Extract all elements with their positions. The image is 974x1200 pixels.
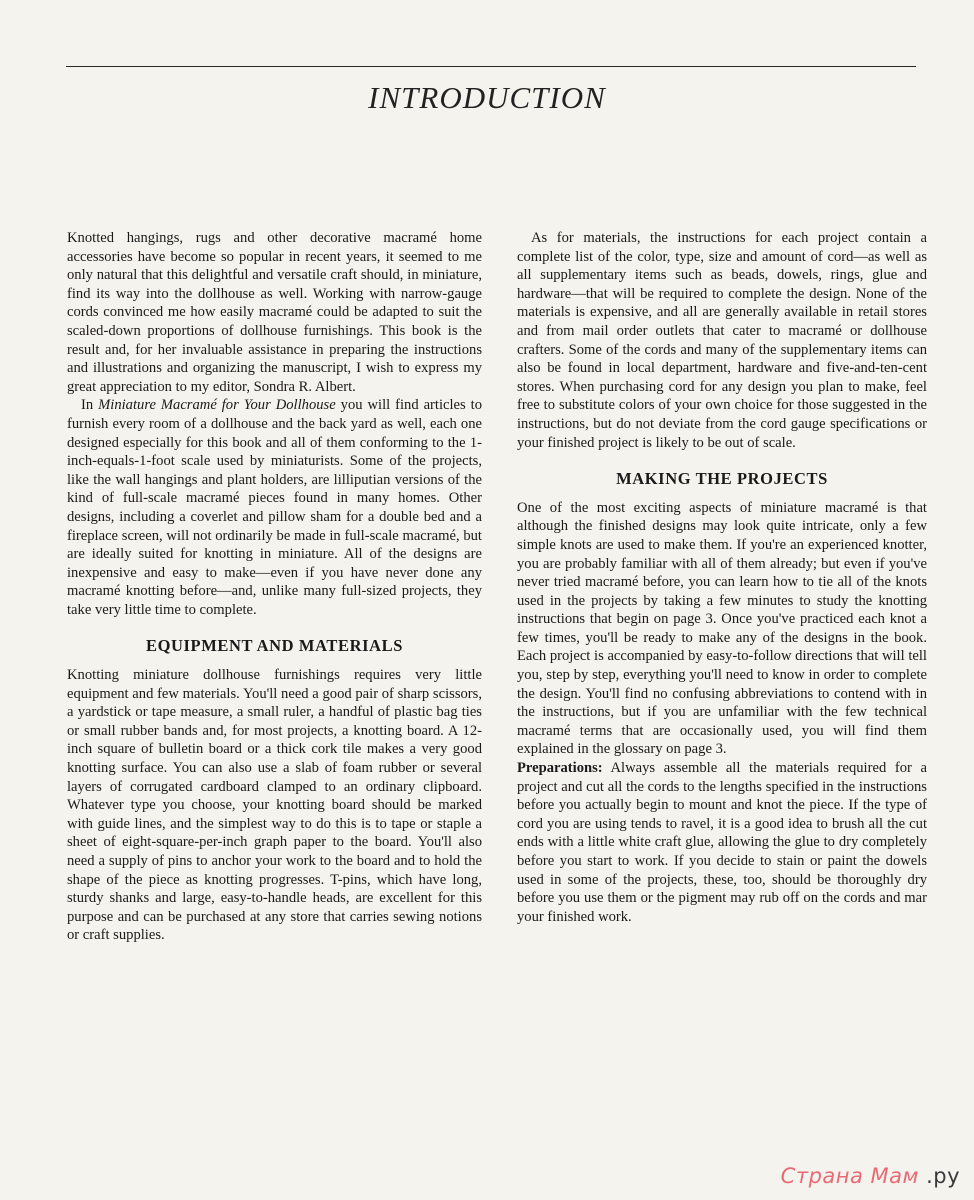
left-column	[67, 229, 482, 945]
equipment-paragraph: Knotting miniature dollhouse furnishings requires very little equipment and few materials. You'll need a good pair of sharp scissors, a yardstick or tape measure, a small ruler, a handful of plastic bag ties or small rubber bands and, for most projects, a knotting board. A 12-inch square of bulletin board or a thick cork tile makes a very good knotting surface. You can also use a slab of foam rubber or several layers of corrugated cardboard clamped to an ordinary clipboard. Whatever type you choose, your knotting board should be marked with guide lines, and the simplest way to do this is to tape or staple a sheet of eight-square-per-inch graph paper to the board. You'll also need a supply of pins to anchor your work to the board and to hold the shape of the piece as knotting progresses. T-pins, which have long, sturdy shanks and large, easy-to-handle heads, are excellent for this purpose and can be purchased at any store that carries sewing notions or craft supplies.	[67, 667, 482, 944]
projects-paragraph: One of the most exciting aspects of miniature macramé is that although the finished designs may look quite intricate, only a few simple knots are used to make them. If you're an experienced knotter, you are probably familiar with all of them already; but even if you've never tried macramé before, you can learn how to tie all of the knots used in the projects by taking a few minutes to study the knotting instructions that begin on page 3. Once you've practiced each knot a few times, you'll be ready to make any of the designs in the book. Each project is accompanied by easy-to-follow directions that will tell you, step by step, everything you'll need to know in order to complete the design. You'll find no confusing abbreviations to contend with in the instructions, but if you are unfamiliar with the few technical macramé terms that are occasionally used, you will find them explained in the glossary on page 3.	[517, 499, 927, 758]
intro-paragraph-1: Knotted hangings, rugs and other decorative macramé home accessories have become so popular in recent years, it seemed to me only natural that this delightful and versatile craft should, in miniature, find its way into the dollhouse as well. Working with narrow-gauge cords convinced me how easily macramé could be adapted to suit the scaled-down proportions of dollhouse furnishings. This book is the result and, for her invaluable assistance in preparing the instructions and illustrations and organizing the manuscript, I wish to express my great appreciation to my editor, Sondra R. Albert.	[67, 230, 482, 395]
section-heading-equipment: EQUIPMENT AND MATERIALS	[145, 636, 404, 656]
section-heading-projects: MAKING THE PROJECTS	[616, 469, 828, 489]
preparations-paragraph: Preparations: Always assemble all the materials required for a project and cut all the cords to the lengths specified in the instructions before you actually begin to mount and knot the piece. If the type of cord you are using tends to ravel, it is a good idea to brush all the cut ends with a little white craft glue, allowing the glue to dry completely before you start to work. If you decide to stain or paint the dowels used in some of the projects, these, too, should be thoroughly dry before you use them or the pigment may rub off on the cords and mar your finished work.	[517, 760, 927, 925]
preparations-lead: Preparations:	[517, 760, 603, 777]
intro-paragraph-2: In Miniature Macramé for Your Dollhouse you will find articles to furnish every room of a dollhouse and the back yard as well, each one designed especially for this book and all of them conforming to the 1-inch-equals-1-foot scale used by miniaturists. Some of the projects, like the wall hangings and plant holders, are lilliputian versions of the kind of full-scale macramé pieces found in many homes. Other designs, including a coverlet and pillow sham for a double bed and a fireplace screen, will not ordinarily be made in full-scale macramé, but are ideally suited for knotting in miniature. All of the designs are inexpensive and easy to make—even if you have never done any macramé knotting before—and, unlike many full-sized projects, they take very little time to complete.	[67, 397, 482, 618]
top-rule	[66, 66, 916, 67]
right-column	[517, 229, 927, 926]
page-title: INTRODUCTION	[368, 80, 606, 115]
book-title: Miniature Macramé for Your Dollhouse	[98, 397, 336, 414]
materials-paragraph: As for materials, the instructions for each project contain a complete list of the color, type, size and amount of cord—as well as all supplementary items such as beads, dowels, rings, glue and hardware—that will be required to complete the design. None of the materials is expensive, and all are generally available in retail stores and from mail order outlets that cater to macramé or dollhouse crafters. Some of the cords and many of the supplementary items can also be found in local department, hardware and five-and-ten-cent stores. When purchasing cord for any design you plan to make, feel free to substitute colors of your own choice for those suggested in the instructions, but do not deviate from the cord gauge specifications or your finished project is likely to be out of scale.	[517, 230, 927, 451]
watermark-logo: Страна Мам .ру	[780, 1164, 960, 1188]
